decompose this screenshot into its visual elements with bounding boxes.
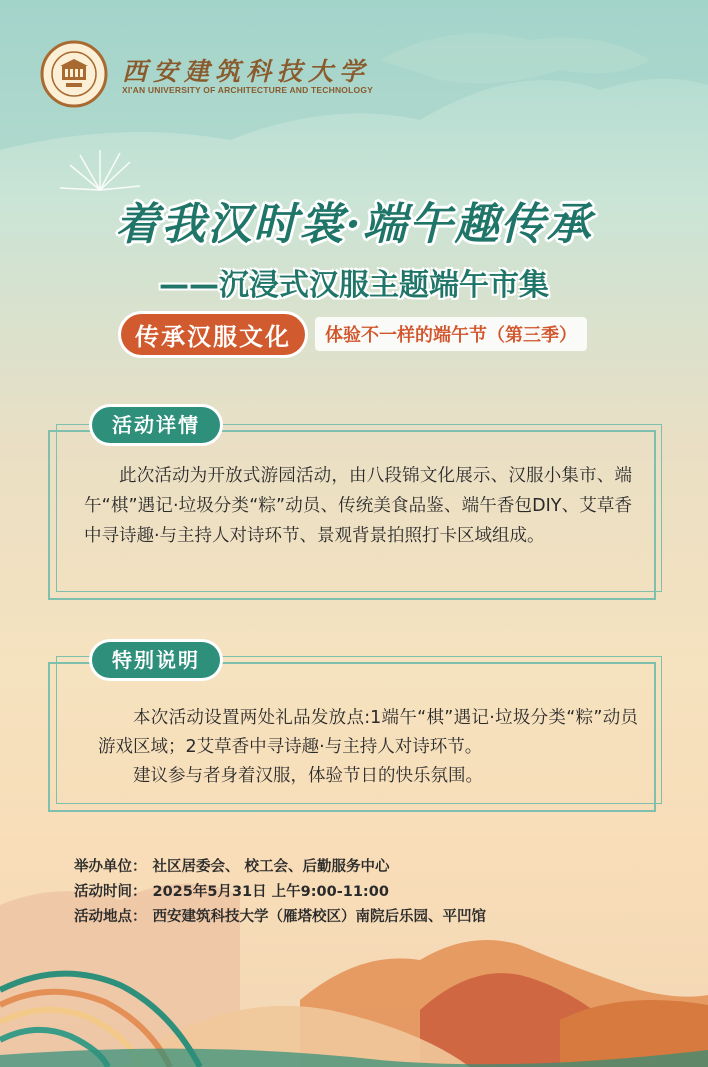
place-value: 西安建筑科技大学（雁塔校区）南院后乐园、平凹馆 (152, 909, 486, 925)
details-text: 此次活动为开放式游园活动，由八段锦文化展示、汉服小集市、端午“棋”遇记·垃圾分类“粽”动员、传统美食品鉴、端午香包DIY、艾草香中寻诗趣·与主持人对诗环节、景观背景拍照打卡区域组成。 (84, 466, 632, 546)
notes-text-1: 本次活动设置两处礼品发放点:1端午“棋”遇记·垃圾分类“粽”动员游戏区域；2艾草香中寻诗趣·与主持人对诗环节。 (98, 708, 638, 757)
time-value: 2025年5月31日 上午9:00-11:00 (152, 884, 389, 900)
time-line (74, 880, 389, 901)
university-seal-icon (40, 40, 108, 108)
university-name-en: XI'AN UNIVERSITY OF ARCHITECTURE AND TECHNOLOGY (122, 85, 374, 95)
organizer-label: 举办单位： (74, 859, 147, 875)
notes-text-2: 建议参与者身着汉服，体验节日的快乐氛围。 (133, 766, 483, 786)
notes-heading: 特别说明 (92, 642, 220, 678)
page-subtitle: ——沉浸式汉服主题端午市集 (159, 268, 549, 303)
university-name-cn: 西安建筑科技大学 (122, 57, 371, 86)
time-label: 活动时间： (74, 884, 147, 900)
firework-icon (60, 150, 140, 190)
organizer-value: 社区居委会、 校工会、后勤服务中心 (152, 859, 390, 875)
slogan-badge: 传承汉服文化 (121, 314, 305, 355)
slogan (60, 312, 648, 356)
place-label: 活动地点： (74, 909, 147, 925)
place-line (74, 905, 486, 926)
organizer-line (74, 855, 390, 876)
slogan-text: 体验不一样的端午节（第三季） (315, 317, 587, 351)
details-heading: 活动详情 (92, 407, 220, 443)
page-title: 着我汉时裳·端午趣传承 (115, 199, 593, 250)
